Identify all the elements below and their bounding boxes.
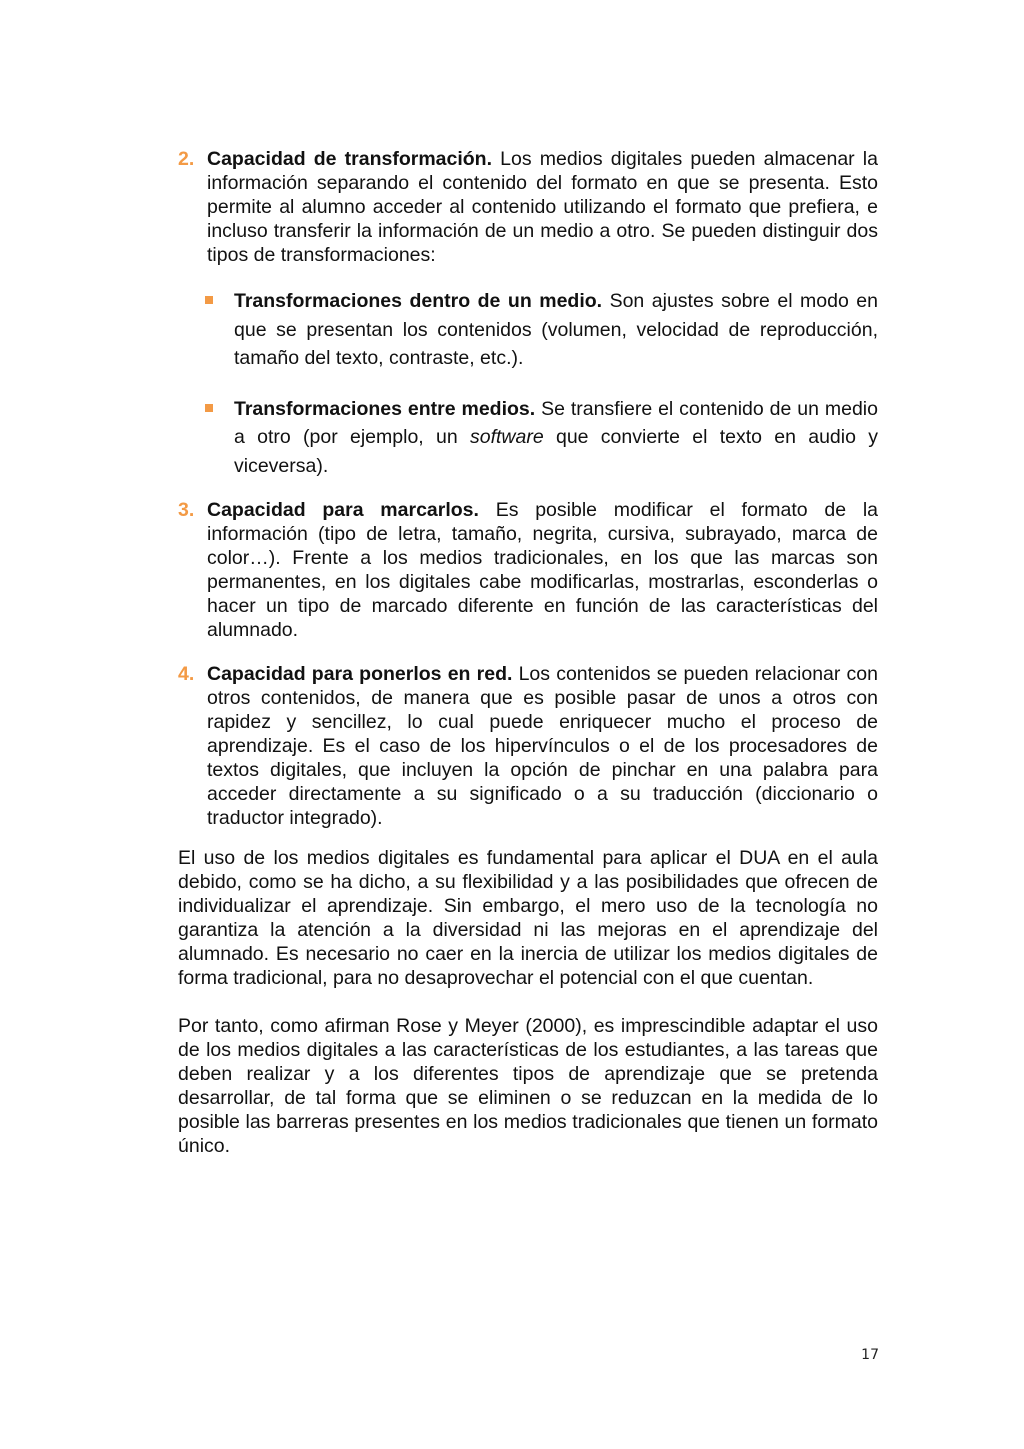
list-number: 4. [178, 663, 195, 685]
bullet-text: Son ajustes sobre el modo en que se presentan los contenidos (volumen, velocidad de reproducción, tamaño del texto, contraste, etc.). [234, 290, 878, 369]
bullet-list [178, 287, 878, 480]
list-item-title: Capacidad de transformación. [207, 148, 493, 170]
page-content [178, 147, 878, 1158]
body-paragraph: El uso de los medios digitales es fundamental para aplicar el DUA en el aula debido, como se ha dicho, a su flexibilidad y a las posibilidades que ofrecen de individualizar el aprendizaje. Sin embargo, el mero uso de la tecnología no garantiza la atención a la diversidad ni las mejoras en el aprendizaje del alumnado. Es necesario no caer en la inercia de utilizar los medios digitales de forma tradicional, para no desaprovechar el potencial con el que cuentan. [178, 847, 878, 989]
list-item-transformation [178, 147, 878, 267]
bullet-text: Se transfiere el contenido de un medio a otro (por ejemplo, un [234, 397, 878, 448]
bullet-title: Transformaciones entre medios. [234, 397, 536, 420]
bullet-italic-term: software [469, 426, 544, 448]
list-item-text: Los medios digitales pueden almacenar la información separando el contenido del formato en que se presenta. Esto permite al alumno acceder al contenido utilizando el formato que prefiera, e incluso transferir la información de un medio a otro. Se pueden distinguir dos tipos de transformaciones: [207, 148, 878, 266]
list-item-marking [178, 498, 878, 642]
bullet-item [178, 395, 878, 481]
list-item-title: Capacidad para marcarlos. [207, 499, 479, 521]
list-number: 3. [178, 499, 195, 521]
bullet-title: Transformaciones dentro de un medio. [234, 290, 603, 312]
list-number: 2. [178, 148, 195, 170]
square-bullet-icon [205, 296, 213, 304]
list-item-text: Los contenidos se pueden relacionar con otros contenidos, de manera que es posible pasar de unos a otros con rapidez y sencillez, lo cual puede enriquecer mucho el proceso de aprendizaje. Es el caso de los hipervínculos o el de los procesadores de textos digitales, que incluyen la opción de pinchar en una palabra para acceder directamente a su significado o a su traducción (diccionario o traductor integrado). [207, 663, 878, 829]
square-bullet-icon [205, 404, 213, 412]
bullet-item [178, 287, 878, 373]
list-item-network [178, 662, 878, 830]
list-item-title: Capacidad para ponerlos en red. [207, 663, 513, 685]
list-item-text: Es posible modificar el formato de la información (tipo de letra, tamaño, negrita, cursiva, subrayado, marca de color…). Frente a los medios tradicionales, en los que las marcas son permanentes, en los digitales cabe modificarlas, mostrarlas, esconderlas o hacer un tipo de marcado diferente en función de las características del alumnado. [207, 499, 878, 641]
bullet-text: que convierte el texto en audio y viceversa). [234, 426, 878, 477]
page-number: 17 [861, 1347, 879, 1363]
body-paragraph: Por tanto, como afirman Rose y Meyer (2000), es imprescindible adaptar el uso de los medios digitales a las características de los estudiantes, a las tareas que deben realizar y a los diferentes tipos de aprendizaje que se pretenda desarrollar, de tal forma que se eliminen o se reduzcan en la medida de lo posible las barreras presentes en los medios tradicionales que tienen un formato único. [178, 1015, 878, 1157]
